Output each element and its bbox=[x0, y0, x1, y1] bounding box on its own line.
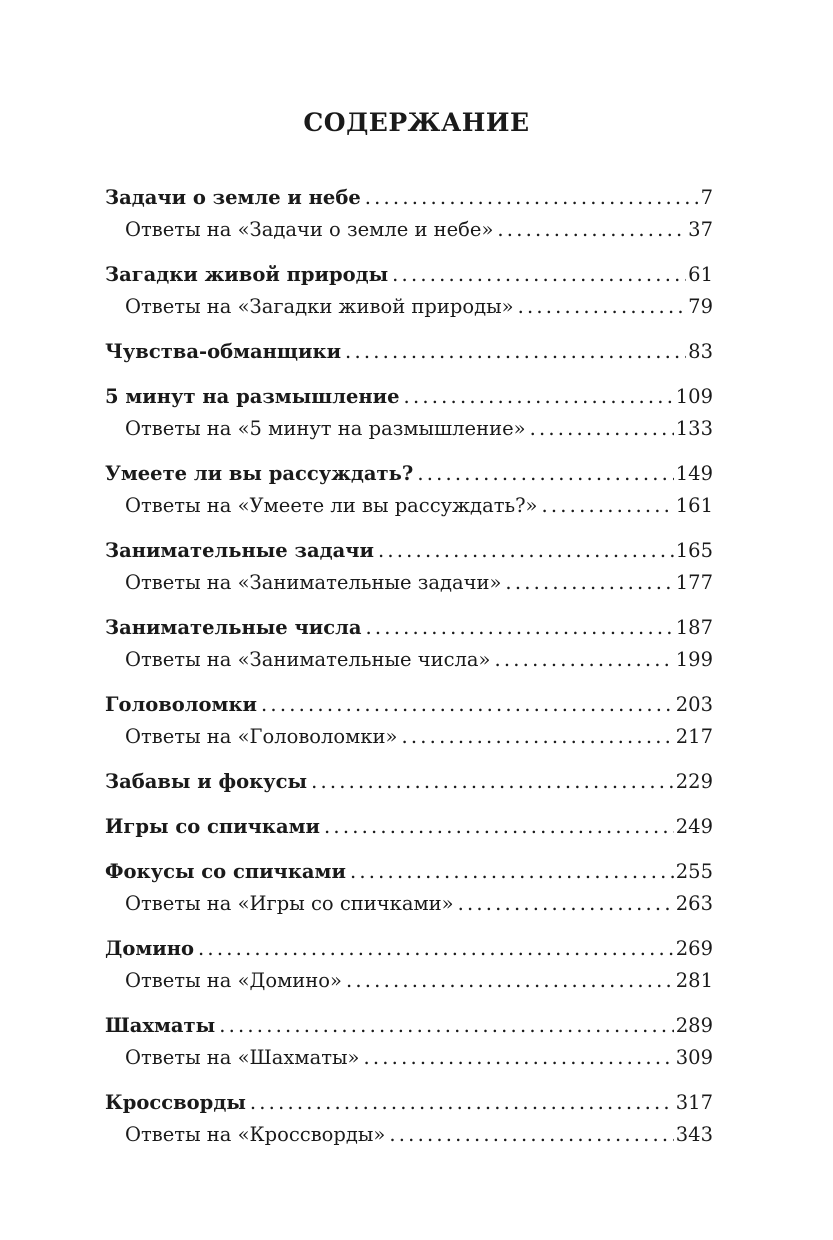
toc-entry-title: Загадки живой природы bbox=[105, 263, 389, 286]
toc-answer-entry[interactable] bbox=[105, 888, 713, 920]
toc-entry-page: 165 bbox=[675, 539, 713, 562]
toc-answer-title: Ответы на «Домино» bbox=[125, 969, 342, 992]
toc-answer-page: 133 bbox=[675, 417, 713, 440]
page-title: СОДЕРЖАНИЕ bbox=[303, 108, 530, 137]
toc-answer-title: Ответы на «Загадки живой природы» bbox=[125, 295, 514, 318]
toc-entry[interactable] bbox=[105, 933, 713, 965]
toc-answer-page: 343 bbox=[675, 1123, 713, 1146]
toc-entry[interactable] bbox=[105, 1010, 713, 1042]
toc-entry-title: Кроссворды bbox=[105, 1091, 246, 1114]
leader-dots bbox=[389, 1119, 673, 1151]
toc-answer-title: Ответы на «Умеете ли вы рассуждать?» bbox=[125, 494, 538, 517]
toc-answer-page: 161 bbox=[675, 494, 713, 517]
toc-entry[interactable] bbox=[105, 856, 713, 888]
toc-entry[interactable] bbox=[105, 259, 713, 291]
leader-dots bbox=[250, 1087, 674, 1119]
toc-entry-title: 5 минут на размышление bbox=[105, 385, 400, 408]
toc-entry-page: 269 bbox=[675, 937, 713, 960]
leader-dots bbox=[365, 182, 699, 214]
toc-answer-page: 177 bbox=[675, 571, 713, 594]
toc-answer-entry[interactable] bbox=[105, 1042, 713, 1074]
toc-entry[interactable] bbox=[105, 689, 713, 721]
toc-entry-title: Игры со спичками bbox=[105, 815, 321, 838]
toc-group bbox=[105, 1087, 713, 1151]
leader-dots bbox=[392, 259, 686, 291]
leader-dots bbox=[345, 336, 686, 368]
toc-entry[interactable] bbox=[105, 1087, 713, 1119]
toc-answer-page: 217 bbox=[675, 725, 713, 748]
toc-group bbox=[105, 381, 713, 445]
toc-group bbox=[105, 259, 713, 323]
leader-dots bbox=[350, 856, 674, 888]
toc-group bbox=[105, 1010, 713, 1074]
toc-entry[interactable] bbox=[105, 535, 713, 567]
toc-entry-title: Забавы и фокусы bbox=[105, 770, 308, 793]
toc-entry-page: 249 bbox=[675, 815, 713, 838]
leader-dots bbox=[494, 644, 673, 676]
toc-group bbox=[105, 458, 713, 522]
toc-answer-entry[interactable] bbox=[105, 413, 713, 445]
toc-entry[interactable] bbox=[105, 458, 713, 490]
toc-entry-title: Занимательные задачи bbox=[105, 539, 374, 562]
toc-answer-entry[interactable] bbox=[105, 214, 713, 246]
leader-dots bbox=[518, 291, 687, 323]
toc-entry[interactable] bbox=[105, 381, 713, 413]
leader-dots bbox=[219, 1010, 674, 1042]
toc-entry-title: Шахматы bbox=[105, 1014, 216, 1037]
toc-group bbox=[105, 535, 713, 599]
leader-dots bbox=[311, 766, 674, 798]
leader-dots bbox=[324, 811, 674, 843]
toc-answer-title: Ответы на «Задачи о земле и небе» bbox=[125, 218, 494, 241]
leader-dots bbox=[401, 721, 673, 753]
toc-entry-page: 149 bbox=[675, 462, 713, 485]
toc-answer-page: 37 bbox=[688, 218, 713, 241]
toc-group bbox=[105, 766, 713, 798]
toc-answer-title: Ответы на «Занимательные числа» bbox=[125, 648, 491, 671]
leader-dots bbox=[198, 933, 674, 965]
leader-dots bbox=[530, 413, 674, 445]
leader-dots bbox=[261, 689, 674, 721]
toc-answer-page: 199 bbox=[675, 648, 713, 671]
toc-group bbox=[105, 182, 713, 246]
toc-entry-title: Задачи о земле и небе bbox=[105, 186, 361, 209]
toc-entry-title: Занимательные числа bbox=[105, 616, 362, 639]
leader-dots bbox=[363, 1042, 673, 1074]
toc-answer-entry[interactable] bbox=[105, 567, 713, 599]
toc-entry-title: Чувства-обманщики bbox=[105, 340, 342, 363]
toc-entry-page: 7 bbox=[700, 186, 713, 209]
leader-dots bbox=[404, 381, 674, 413]
toc-answer-entry[interactable] bbox=[105, 721, 713, 753]
toc-group bbox=[105, 612, 713, 676]
toc-answer-title: Ответы на «Головоломки» bbox=[125, 725, 398, 748]
toc-answer-title: Ответы на «Шахматы» bbox=[125, 1046, 360, 1069]
toc-answer-entry[interactable] bbox=[105, 644, 713, 676]
table-of-contents bbox=[105, 182, 713, 1164]
toc-entry-page: 61 bbox=[688, 263, 713, 286]
leader-dots bbox=[497, 214, 686, 246]
toc-entry-page: 229 bbox=[675, 770, 713, 793]
toc-entry-page: 187 bbox=[675, 616, 713, 639]
toc-answer-page: 263 bbox=[675, 892, 713, 915]
toc-entry-page: 83 bbox=[688, 340, 713, 363]
toc-group bbox=[105, 336, 713, 368]
toc-answer-page: 79 bbox=[688, 295, 713, 318]
toc-entry-page: 255 bbox=[675, 860, 713, 883]
toc-group bbox=[105, 856, 713, 920]
toc-answer-title: Ответы на «5 минут на размышление» bbox=[125, 417, 526, 440]
toc-answer-page: 281 bbox=[675, 969, 713, 992]
toc-entry[interactable] bbox=[105, 612, 713, 644]
toc-group bbox=[105, 689, 713, 753]
leader-dots bbox=[378, 535, 674, 567]
toc-entry[interactable] bbox=[105, 766, 713, 798]
toc-answer-entry[interactable] bbox=[105, 965, 713, 997]
toc-entry-title: Головоломки bbox=[105, 693, 258, 716]
toc-answer-entry[interactable] bbox=[105, 490, 713, 522]
leader-dots bbox=[346, 965, 674, 997]
toc-answer-title: Ответы на «Игры со спичками» bbox=[125, 892, 454, 915]
leader-dots bbox=[417, 458, 673, 490]
toc-answer-title: Ответы на «Занимательные задачи» bbox=[125, 571, 502, 594]
toc-answer-page: 309 bbox=[675, 1046, 713, 1069]
toc-entry-title: Фокусы со спичками bbox=[105, 860, 346, 883]
leader-dots bbox=[366, 612, 674, 644]
toc-answer-entry[interactable] bbox=[105, 1119, 713, 1151]
toc-group bbox=[105, 933, 713, 997]
leader-dots bbox=[458, 888, 674, 920]
toc-entry-page: 203 bbox=[675, 693, 713, 716]
toc-entry-title: Домино bbox=[105, 937, 195, 960]
toc-entry[interactable] bbox=[105, 336, 713, 368]
toc-entry-page: 109 bbox=[675, 385, 713, 408]
toc-entry-title: Умеете ли вы рассуждать? bbox=[105, 462, 414, 485]
toc-entry[interactable] bbox=[105, 811, 713, 843]
toc-entry-page: 317 bbox=[675, 1091, 713, 1114]
leader-dots bbox=[541, 490, 673, 522]
toc-entry-page: 289 bbox=[675, 1014, 713, 1037]
leader-dots bbox=[505, 567, 673, 599]
toc-group bbox=[105, 811, 713, 843]
toc-answer-title: Ответы на «Кроссворды» bbox=[125, 1123, 386, 1146]
toc-answer-entry[interactable] bbox=[105, 291, 713, 323]
toc-entry[interactable] bbox=[105, 182, 713, 214]
